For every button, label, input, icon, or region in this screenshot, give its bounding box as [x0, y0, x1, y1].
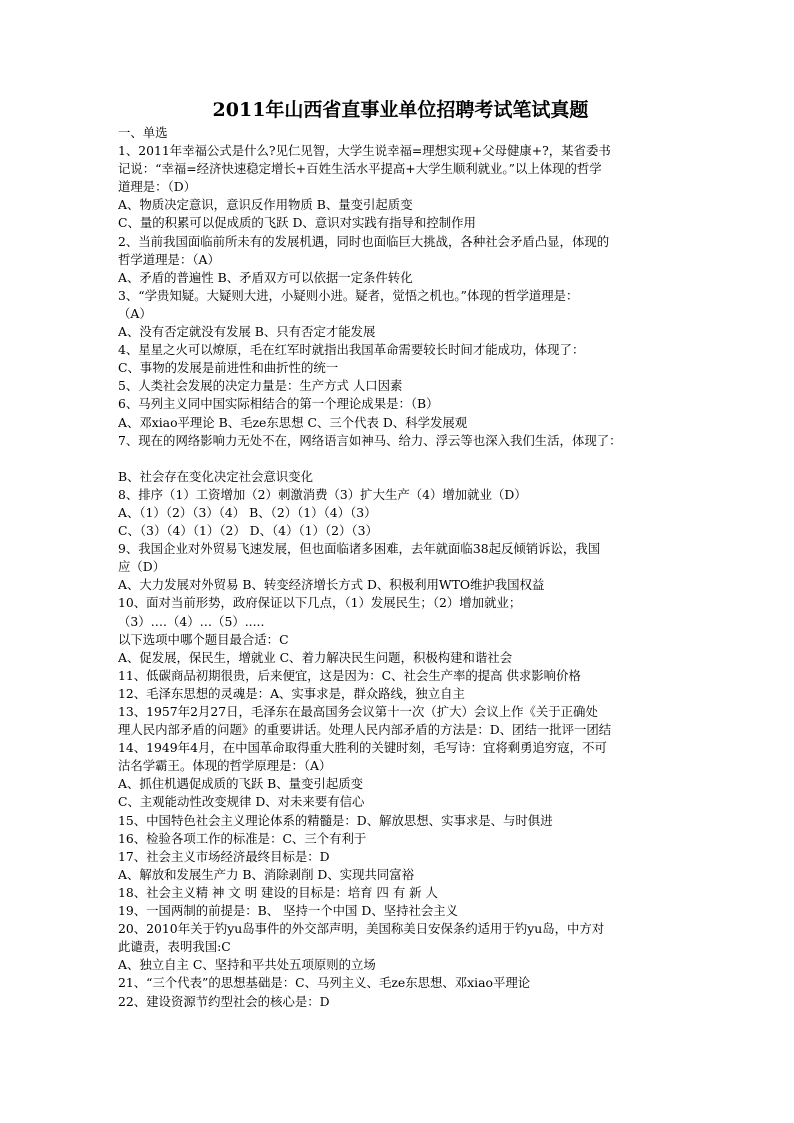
text-line: 14、1949年4月，在中国革命取得重大胜利的关键时刻，毛写诗：宜将剩勇追穷寇，不可 [118, 740, 607, 756]
text-line: 哲学道理是：（A） [118, 251, 220, 267]
text-line: 1、2011年幸福公式是什么?见仁见智，大学生说幸福=理想实现+父母健康+?，某省委书 [118, 143, 611, 159]
text-line: 一、单选 [118, 125, 168, 140]
text-line: 道理是：（D） [118, 179, 197, 195]
text-line: A、抓住机遇促成质的飞跃 B、量变引起质变 [118, 776, 364, 792]
text-line [118, 450, 683, 468]
text-line: 应（D） [118, 559, 166, 575]
text-line: 22、建设资源节约型社会的核心是：D [118, 993, 330, 1009]
document-body [118, 124, 683, 1011]
text-line: 10、面对当前形势，政府保证以下几点，（1）发展民生；（2）增加就业； [118, 595, 522, 611]
text-line: A、解放和发展生产力 B、消除剥削 D、实现共同富裕 [118, 866, 415, 882]
text-line: 18、社会主义精 神 文 明 建设的目标是：培育 四 有 新 人 [118, 884, 438, 900]
document-title: 2011年山西省直事业单位招聘考试笔试真题 [212, 99, 589, 121]
text-line: 13、1957年2月27日，毛泽东在最高国务会议第十一次（扩大）会议上作《关于正确处 [118, 704, 598, 719]
text-line: 19、一国两制的前提是：B、 坚持一个中国 D、坚持社会主义 [118, 903, 459, 919]
text-line: A、矛盾的普遍性 B、矛盾双方可以依据一定条件转化 [118, 269, 413, 285]
text-line: 此谴责，表明我国:C [118, 939, 231, 955]
text-line: C、主观能动性改变规律 D、对未来要有信心 [118, 794, 365, 810]
text-line: 11、低碳商品初期很贵，后来便宜，这是因为：C、社会生产率的提高 供求影响价格 [118, 667, 581, 683]
text-line: 17、社会主义市场经济最终目标是：D [118, 848, 330, 864]
text-line: A、邓xiao平理论 B、毛ze东思想 C、三个代表 D、科学发展观 [118, 414, 468, 430]
text-line: 记说：“幸福=经济快速稳定增长+百姓生活水平提高+大学生顺利就业。”以上体现的哲学 [118, 161, 602, 177]
text-line: A、物质决定意识，意识反作用物质 B、量变引起质变 [118, 197, 413, 213]
text-line: C、（3）（4）（1）（2） D、（4）（1）（2）（3） [118, 523, 378, 539]
text-line: 3、“学贵知疑。大疑则大进，小疑则小进。疑者，觉悟之机也。”体现的哲学道理是： [118, 287, 579, 303]
text-line: 20、2010年关于钓yu岛事件的外交部声明，美国称美日安保条约适用于钓yu岛，中方对 [118, 921, 605, 937]
text-line: 2、当前我国面临前所未有的发展机遇，同时也面临巨大挑战，各种社会矛盾凸显，体现的 [118, 233, 610, 249]
text-line: 16、检验各项工作的标准是：C、三个有利于 [118, 830, 367, 846]
text-line: 理人民内部矛盾的问题》的重要讲话。处理人民内部矛盾的方法是：D、团结一批评一团结 [118, 722, 612, 738]
text-line: （A） [118, 305, 152, 321]
text-line: A、大力发展对外贸易 B、转变经济增长方式 D、积极利用WTO维护我国权益 [118, 577, 545, 593]
text-line: A、独立自主 C、坚持和平共处五项原则的立场 [118, 957, 376, 973]
text-line: 沽名学霸王。体现的哲学原理是：（A） [118, 758, 332, 774]
text-line: （3）….（4）…（5）..... [118, 613, 265, 629]
text-line: C、事物的发展是前进性和曲折性的统一 [118, 360, 339, 376]
text-line: 12、毛泽东思想的灵魂是：A、实事求是，群众路线，独立自主 [118, 685, 465, 701]
text-line: A、促发展，保民生，增就业 C、着力解决民生问题，积极构建和谐社会 [118, 649, 513, 665]
text-line: 8、排序（1）工资增加（2）刺激消费（3）扩大生产（4）增加就业（D） [118, 486, 527, 502]
text-line: A、（1）（2）（3）（4） B、（2）（1）（4）（3） [118, 504, 377, 520]
text-line: 21、“三个代表”的思想基础是：C、马列主义、毛ze东思想、邓xiao平理论 [118, 975, 531, 991]
text-line: C、量的积累可以促成质的飞跃 D、意识对实践有指导和控制作用 [118, 215, 476, 231]
text-line: 4、星星之火可以燎原，毛在红军时就指出我国革命需要较长时间才能成功，体现了： [118, 342, 585, 358]
document-page [118, 96, 683, 1011]
text-line: 15、中国特色社会主义理论体系的精髓是：D、解放思想、实事求是、与时俱进 [118, 812, 553, 828]
text-line: 以下选项中哪个题目最合适：C [118, 631, 289, 647]
text-line: 5、人类社会发展的决定力量是：生产方式 人口因素 [118, 378, 403, 394]
text-line: B、社会存在变化决定社会意识变化 [118, 468, 313, 484]
text-line: 6、马列主义同中国实际相结合的第一个理论成果是：（B） [118, 396, 439, 412]
text-line: 7、现在的网络影响力无处不在，网络语言如神马、给力、浮云等也深入我们生活，体现了： [118, 432, 622, 448]
text-line: 9、我国企业对外贸易飞速发展，但也面临诸多困难，去年就面临38起反倾销诉讼，我国 [118, 541, 601, 557]
text-line: A、没有否定就没有发展 B、只有否定才能发展 [118, 324, 376, 340]
